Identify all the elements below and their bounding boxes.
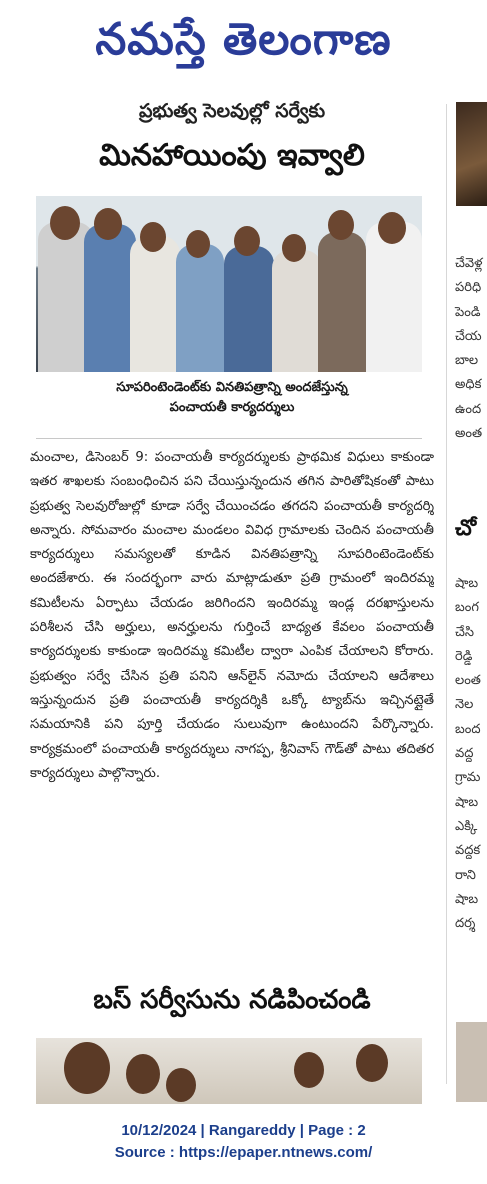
photo-person bbox=[318, 232, 366, 372]
adjacent-line: షాబ bbox=[455, 794, 479, 810]
adjacent-line: వద్ద bbox=[455, 746, 474, 762]
adjacent-line: అంత bbox=[455, 426, 483, 442]
adjacent-line: రాని bbox=[455, 867, 476, 883]
photo-person bbox=[366, 222, 422, 372]
photo-person-head bbox=[94, 208, 122, 240]
newspaper-logo: నమస్తే తెలంగాణ bbox=[95, 14, 392, 65]
photo-caption bbox=[30, 378, 434, 418]
article-headline: మినహాయింపు ఇవ్వాలి bbox=[99, 138, 365, 173]
adjacent-photo bbox=[456, 102, 487, 206]
article-clipping bbox=[30, 92, 434, 1104]
article-body bbox=[30, 446, 434, 786]
article-paragraph: మంచాల, డిసెంబర్ 9: పంచాయతీ కార్యదర్శులకు ప్రాథమిక విధులు కాకుండా ఇతర శాఖలకు సంబంధించిన పని చేయిస్తున్నందున తగిన పారితోషికంతో పాటు ప్రభుత్వ సెలవురోజుల్లో కూడా సర్వే చేయించడం తగదని పంచాయతీ కార్యదర్శి అన్నారు. సోమవారం మంచాల మండలం వివిధ గ్రామాలకు చెందిన పంచాయతీ కార్యదర్శులు సమస్యలతో కూడిన వినతిపత్రాన్ని సూపరింటెండెంట్‌కు అందజేశారు. ఈ సందర్భంగా వారు మాట్లాడుతూ ప్రతి గ్రామంలో ఇందిరమ్మ కమిటీలను ఏర్పాటు చేయడం జరిగిందని ఇందిరమ్మ ఇండ్ల దరఖాస్తులను పరిశీలన చేసి అర్హులు, అనర్హులను గుర్తించే బాధ్యత కేవలం పంచాయతీ కార్యదర్శులకు కాకుండా ఇందిరమ్మ కమిటీల ద్వారా ఎంపిక చేయాలని కోరారు. ప్రభుత్వం సర్వే చేసిన ప్రతి పనిని ఆన్‌లైన్ నమోదు చేయాలని ఆదేశాలు ఇస్తున్నందున ప్రతి పంచాయతీ కార్యదర్శికి ఒక్కో ట్యాబ్‌ను ఇచ్చినట్లైతే సమయానికి పని పూర్తి చేయడం సులువుగా ఉంటుందని పేర్కొన్నారు. కార్యక్రమంలో పంచాయతీ కార్యదర్శులు నాగప్ప, శ్రీనివాస్ గౌడ్‌తో పాటు తదితర కార్యదర్శులు పాల్గొన్నారు. bbox=[30, 450, 434, 781]
photo-person-head bbox=[234, 226, 260, 256]
adjacent-heading: చో bbox=[455, 516, 477, 541]
adjacent-line: రెడ్డి bbox=[455, 648, 473, 664]
photo-person-head bbox=[356, 1044, 388, 1082]
adjacent-line: చేయ bbox=[455, 328, 482, 344]
second-article-photo bbox=[36, 1038, 422, 1104]
adjacent-line: ఉంద bbox=[455, 401, 482, 417]
footer-source-link[interactable]: Source : https://epaper.ntnews.com/ bbox=[114, 1144, 373, 1161]
article-kicker: ప్రభుత్వ సెలవుల్లో సర్వేకు bbox=[138, 100, 326, 122]
photo-person-head bbox=[64, 1042, 110, 1094]
adjacent-line: పరిధి bbox=[455, 280, 482, 296]
photo-caption-line: పంచాయతీ కార్యదర్శులు bbox=[169, 400, 295, 415]
photo-person-head bbox=[166, 1068, 196, 1102]
photo-person bbox=[224, 246, 274, 372]
article-photo bbox=[36, 196, 422, 372]
adjacent-line: బంగ bbox=[455, 600, 479, 616]
adjacent-line: షాబ bbox=[455, 576, 479, 591]
adjacent-line: నెల bbox=[455, 697, 474, 713]
page-footer bbox=[0, 1120, 487, 1164]
adjacent-line: వద్దక bbox=[455, 843, 481, 859]
photo-person-head bbox=[50, 206, 80, 240]
adjacent-line: ఎక్కి bbox=[455, 818, 478, 834]
adjacent-line: చేవెళ్ల bbox=[455, 256, 483, 271]
adjacent-line: అధిక bbox=[455, 377, 482, 393]
photo-caption-line: సూపరింటెండెంట్‌కు వినతిపత్రాన్ని అందజేస్తున్న bbox=[116, 380, 348, 395]
photo-person bbox=[176, 244, 224, 372]
adjacent-text-top bbox=[455, 252, 487, 446]
adjacent-line: పెండి bbox=[455, 304, 481, 320]
photo-person-head bbox=[294, 1052, 324, 1088]
photo-person-head bbox=[328, 210, 354, 240]
photo-person bbox=[84, 224, 136, 372]
masthead bbox=[0, 0, 487, 84]
adjacent-line: బాల bbox=[455, 353, 479, 369]
photo-person-head bbox=[282, 234, 306, 262]
caption-divider bbox=[36, 438, 422, 439]
adjacent-line: బంద bbox=[455, 721, 481, 737]
column-divider bbox=[446, 104, 447, 1084]
adjacent-column bbox=[452, 92, 487, 1104]
adjacent-line: గ్రామ bbox=[455, 770, 481, 786]
footer-edition-info: 10/12/2024 | Rangareddy | Page : 2 bbox=[121, 1122, 366, 1139]
adjacent-line: దర్శ bbox=[455, 916, 476, 932]
adjacent-line: చేసి bbox=[455, 624, 475, 640]
photo-person-head bbox=[140, 222, 166, 252]
photo-person bbox=[130, 236, 180, 372]
photo-person-head bbox=[126, 1054, 160, 1094]
photo-person-head bbox=[186, 230, 210, 258]
second-article-headline: బస్ సర్వీసును నడిపించండి bbox=[93, 985, 371, 1015]
adjacent-line: లంత bbox=[455, 673, 481, 689]
photo-person bbox=[272, 250, 322, 372]
adjacent-text-bottom bbox=[455, 572, 487, 936]
adjacent-line: షాబ bbox=[455, 891, 479, 907]
photo-person-head bbox=[378, 212, 406, 244]
adjacent-photo bbox=[456, 1022, 487, 1102]
